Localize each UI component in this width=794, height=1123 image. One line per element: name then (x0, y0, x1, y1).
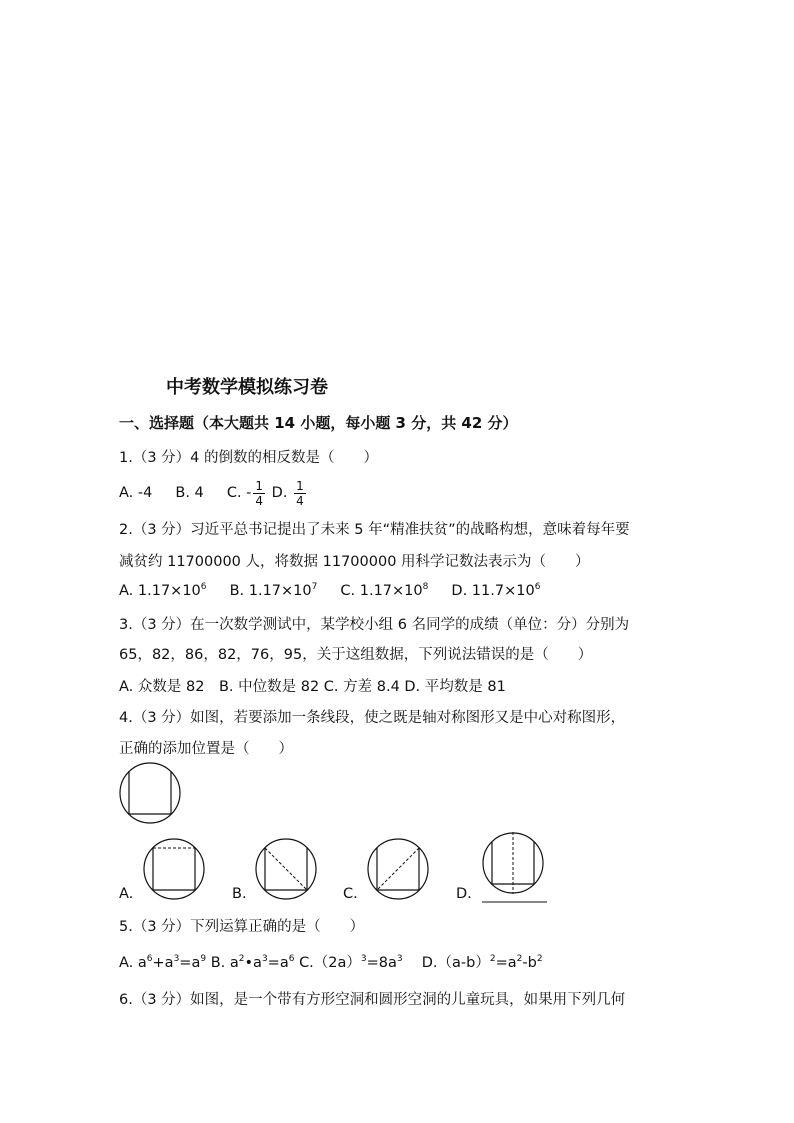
q4-figure-option-a (143, 838, 207, 902)
q4-figure-option-c (367, 838, 431, 902)
q4-option-a-label: A. (119, 886, 134, 902)
q4-option-b-label: B. (232, 886, 247, 902)
question-3-options: A. 众数是 82 B. 中位数是 82 C. 方差 8.4 D. 平均数是 81 (119, 679, 506, 695)
question-2-line2: 减贫约 11700000 人，将数据 11700000 用科学记数法表示为（ ） (119, 554, 590, 570)
q2-option-b: B. $1.17\times 10^7$ (229, 582, 318, 599)
q4-figure-option-b (255, 838, 319, 902)
q4-figure-option-d (480, 830, 550, 904)
question-5-stem: 5.（3 分）下列运算正确的是（ ） (119, 919, 365, 935)
q5-option-c: $C.(2a)^3=8a^3$ (299, 954, 403, 971)
q2-option-a: A. $1.17\times 10^6$ (119, 582, 207, 599)
q5-option-b: B. $a^2•a^3=a^6$ (210, 954, 295, 971)
q2-option-d: D. $11.7\times 10^6$ (451, 582, 541, 599)
question-1-options (119, 478, 308, 508)
question-1-stem: 1.（3 分）4 的倒数的相反数是（ ） (119, 450, 379, 466)
q1-option-a: A. -4 (119, 485, 153, 501)
q4-figure-original (119, 762, 183, 826)
question-3-line1: 3.（3 分）在一次数学测试中，某学校小组 6 名同学的成绩（单位：分）分别为 (119, 617, 630, 633)
q2-option-c: C. $1.17\times 10^8$ (340, 582, 429, 599)
q5-option-d: $D.(a-b)^2=a^2-b^2$ (407, 954, 543, 971)
question-2-options (119, 582, 540, 599)
q1-option-d: D. $\frac{1}{4}$ (271, 478, 304, 508)
page-title: 中考数学模拟练习卷 (166, 377, 328, 398)
question-4-line2: 正确的添加位置是（ ） (119, 741, 293, 757)
q5-option-a: A. $a^6+a^3=a^9$ (119, 954, 207, 971)
question-6-line1: 6.（3 分）如图，是一个带有方形空洞和圆形空洞的儿童玩具，如果用下列几何 (119, 992, 626, 1008)
q1-option-b: B. 4 (175, 485, 204, 501)
q1-option-c: C. - $\frac{1}{4}$ (226, 478, 264, 508)
question-3-line2: 65，82，86，82，76，95，关于这组数据，下列说法错误的是（ ） (119, 647, 593, 663)
question-4-line1: 4.（3 分）如图，若要添加一条线段，使之既是轴对称图形又是中心对称图形， (119, 710, 626, 726)
q4-option-d-label: D. (456, 886, 472, 902)
question-5-options (119, 951, 543, 972)
q4-option-c-label: C. (343, 886, 358, 902)
section-heading: 一、选择题（本大题共 14 小题，每小题 3 分，共 42 分） (119, 414, 518, 432)
question-2-line1: 2.（3 分）习近平总书记提出了未来 5 年“精准扶贫”的战略构想，意味着每年要 (119, 522, 630, 538)
